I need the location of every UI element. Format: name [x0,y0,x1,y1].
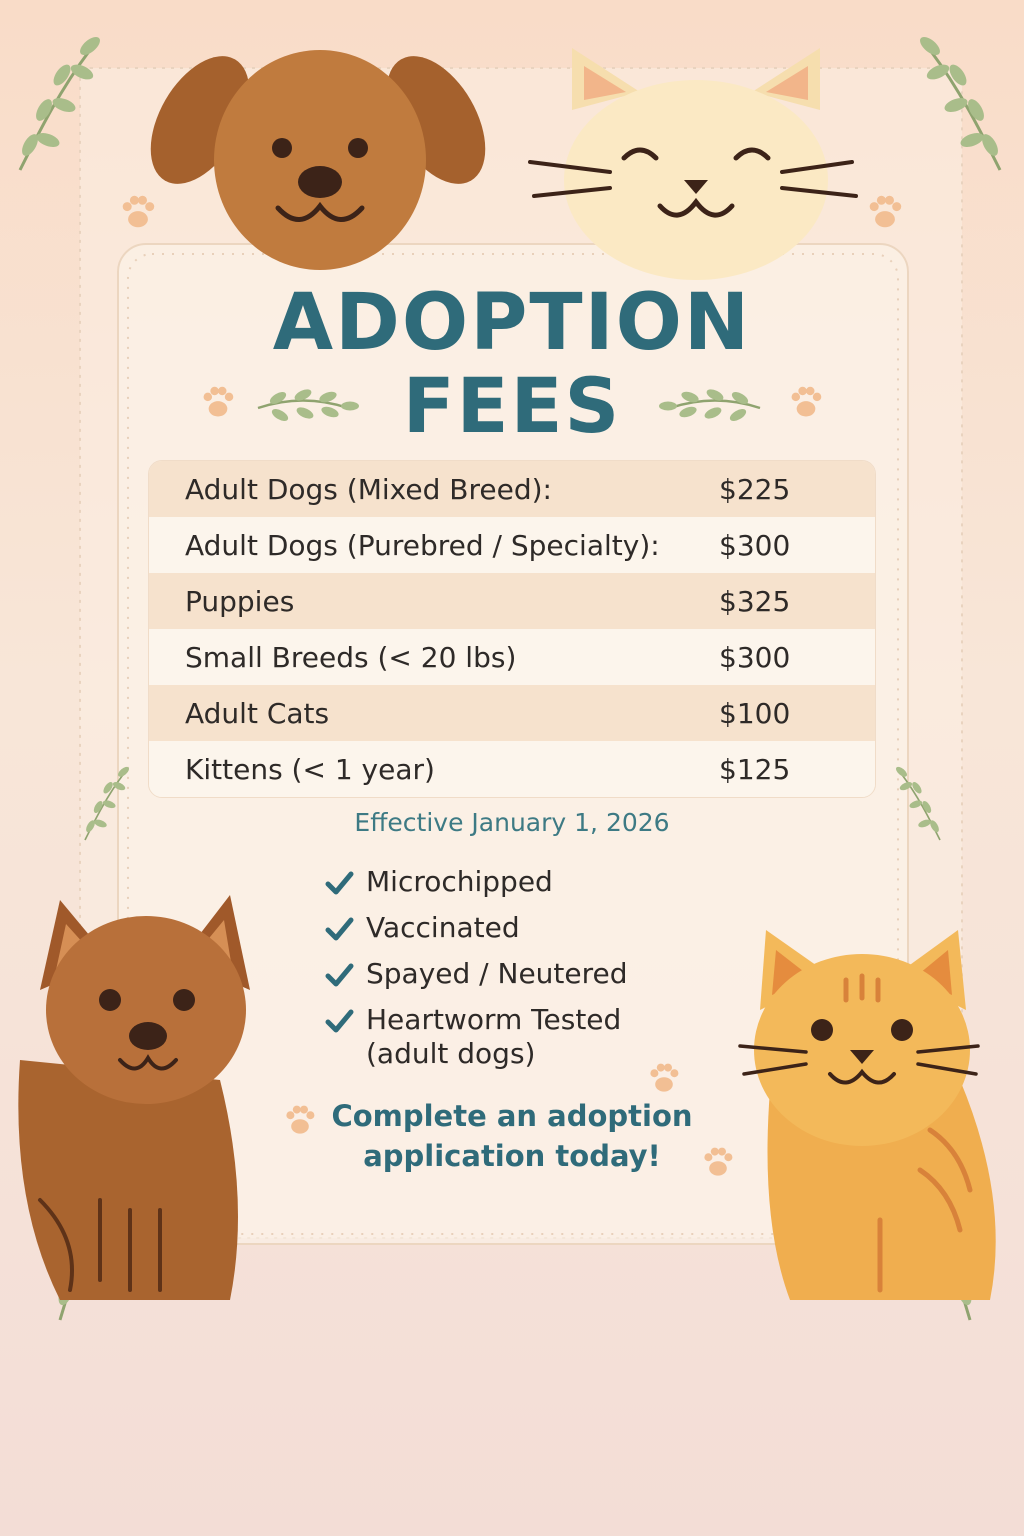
cta-line1: Complete an adoption [331,1099,693,1133]
list-item [324,1000,628,1083]
fee-price: $100 [719,696,791,730]
list-item [324,862,628,908]
benefits-list [324,862,628,1083]
page-title-line1: ADOPTION [272,278,752,368]
fee-label: Adult Dogs (Purebred / Specialty): [185,528,660,562]
benefit-text: Microchipped [366,865,553,898]
effective-date: Effective January 1, 2026 [354,808,670,837]
benefit-text: Spayed / Neutered [366,957,628,990]
benefit-note: (adult dogs) [366,1037,536,1070]
checkmark-icon [324,869,354,897]
fee-row [149,741,875,797]
call-to-action [0,1096,1024,1176]
fee-row [149,461,875,517]
fee-table [148,460,876,798]
list-item [324,908,628,954]
checkmark-icon [324,1007,354,1035]
fee-label: Kittens (< 1 year) [185,752,435,786]
fee-price: $300 [719,528,791,562]
fee-row [149,573,875,629]
checkmark-icon [324,915,354,943]
fee-price: $325 [719,584,791,618]
fee-label: Puppies [185,584,295,618]
fee-row [149,517,875,573]
fee-label: Small Breeds (< 20 lbs) [185,640,517,674]
benefit-text: Heartworm Tested [366,1003,622,1036]
fee-price: $125 [719,752,791,786]
cta-line2: application today! [363,1139,661,1173]
fee-row [149,685,875,741]
fee-price: $225 [719,472,791,506]
page-title-line2: FEES [402,361,622,450]
fee-label: Adult Dogs (Mixed Breed): [185,472,552,506]
benefit-text: Vaccinated [366,911,520,944]
list-item [324,954,628,1000]
checkmark-icon [324,961,354,989]
fee-row [149,629,875,685]
fee-label: Adult Cats [185,696,330,730]
fee-price: $300 [719,640,791,674]
